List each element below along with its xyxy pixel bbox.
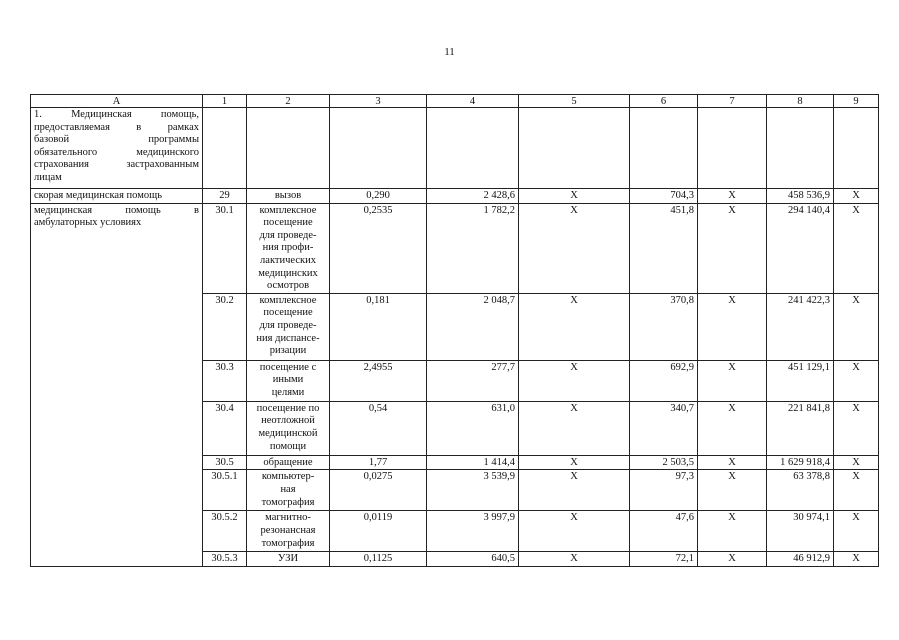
cell-v4: 2 048,7: [427, 293, 519, 360]
cell-v7: Х: [698, 203, 767, 293]
cell-unit: магнитно- резонансная томография: [247, 511, 330, 552]
cell-v7: Х: [698, 455, 767, 470]
column-header: 1: [203, 95, 247, 108]
cell-v4: 1 414,4: [427, 455, 519, 470]
cell-v7: Х: [698, 552, 767, 567]
column-header: 3: [330, 95, 427, 108]
cell-v9: Х: [834, 360, 879, 401]
cell-code: 30.5.3: [203, 552, 247, 567]
cell-v6: 704,3: [630, 189, 698, 204]
cell-v7: Х: [698, 470, 767, 511]
empty-cell: [247, 108, 330, 189]
cell-v9: Х: [834, 470, 879, 511]
cell-v7: Х: [698, 511, 767, 552]
cell-v8: 221 841,8: [767, 401, 834, 455]
cell-v3: 2,4955: [330, 360, 427, 401]
column-header: 5: [519, 95, 630, 108]
cell-v5: Х: [519, 470, 630, 511]
cell-v4: 2 428,6: [427, 189, 519, 204]
cell-unit: вызов: [247, 189, 330, 204]
cell-v3: 0,2535: [330, 203, 427, 293]
section-row: [31, 108, 879, 189]
cell-v5: Х: [519, 189, 630, 204]
cell-code: 29: [203, 189, 247, 204]
column-header: 6: [630, 95, 698, 108]
cell-v9: Х: [834, 455, 879, 470]
cell-v3: 0,0275: [330, 470, 427, 511]
column-header: 8: [767, 95, 834, 108]
section-label: 1. Медицинская помощь, предоставляемая в рамках базовой программы обязательного медицинского страхования застрахованным лицам: [31, 108, 203, 189]
cell-v6: 340,7: [630, 401, 698, 455]
cell-unit: комплексное посещение для проведе- ния диспансе- ризации: [247, 293, 330, 360]
cell-code: 30.1: [203, 203, 247, 293]
cell-v6: 2 503,5: [630, 455, 698, 470]
cell-v5: Х: [519, 552, 630, 567]
cell-v8: 63 378,8: [767, 470, 834, 511]
cell-v5: Х: [519, 360, 630, 401]
cell-v6: 47,6: [630, 511, 698, 552]
empty-cell: [330, 108, 427, 189]
cell-v6: 692,9: [630, 360, 698, 401]
table-row: [31, 203, 879, 293]
cell-v5: Х: [519, 401, 630, 455]
outpatient-label: медицинская помощь в амбулаторных условиях: [31, 203, 203, 566]
cell-v8: 1 629 918,4: [767, 455, 834, 470]
cell-v9: Х: [834, 203, 879, 293]
ambulance-row: [31, 189, 879, 204]
cell-v8: 241 422,3: [767, 293, 834, 360]
cell-code: 30.5.1: [203, 470, 247, 511]
tariff-table: [30, 94, 879, 567]
cell-code: 30.2: [203, 293, 247, 360]
cell-v4: 3 539,9: [427, 470, 519, 511]
cell-v5: Х: [519, 455, 630, 470]
cell-v9: Х: [834, 552, 879, 567]
cell-v5: Х: [519, 511, 630, 552]
cell-v8: 30 974,1: [767, 511, 834, 552]
cell-v6: 370,8: [630, 293, 698, 360]
column-header: 2: [247, 95, 330, 108]
cell-v3: 0,290: [330, 189, 427, 204]
cell-v4: 631,0: [427, 401, 519, 455]
ambulance-label: скорая медицинская помощь: [31, 189, 203, 204]
cell-v9: Х: [834, 511, 879, 552]
cell-v6: 451,8: [630, 203, 698, 293]
column-header: 9: [834, 95, 879, 108]
cell-code: 30.4: [203, 401, 247, 455]
cell-v3: 1,77: [330, 455, 427, 470]
cell-v4: 3 997,9: [427, 511, 519, 552]
column-header: 7: [698, 95, 767, 108]
cell-v9: Х: [834, 401, 879, 455]
column-header: 4: [427, 95, 519, 108]
cell-v9: Х: [834, 293, 879, 360]
empty-cell: [519, 108, 630, 189]
cell-v9: Х: [834, 189, 879, 204]
page-number: 11: [444, 46, 455, 58]
cell-v8: 458 536,9: [767, 189, 834, 204]
cell-code: 30.5: [203, 455, 247, 470]
cell-v3: 0,1125: [330, 552, 427, 567]
cell-v3: 0,54: [330, 401, 427, 455]
cell-unit: УЗИ: [247, 552, 330, 567]
cell-v8: 46 912,9: [767, 552, 834, 567]
cell-unit: посещение по неотложной медицинской помощи: [247, 401, 330, 455]
cell-v7: Х: [698, 360, 767, 401]
cell-v8: 451 129,1: [767, 360, 834, 401]
cell-v6: 97,3: [630, 470, 698, 511]
cell-v4: 640,5: [427, 552, 519, 567]
empty-cell: [427, 108, 519, 189]
cell-v8: 294 140,4: [767, 203, 834, 293]
empty-cell: [767, 108, 834, 189]
cell-v4: 277,7: [427, 360, 519, 401]
cell-unit: компьютер- ная томография: [247, 470, 330, 511]
cell-v7: Х: [698, 189, 767, 204]
cell-unit: посещение с иными целями: [247, 360, 330, 401]
cell-v6: 72,1: [630, 552, 698, 567]
empty-cell: [630, 108, 698, 189]
cell-v3: 0,181: [330, 293, 427, 360]
cell-v5: Х: [519, 293, 630, 360]
cell-v5: Х: [519, 203, 630, 293]
cell-v7: Х: [698, 293, 767, 360]
empty-cell: [203, 108, 247, 189]
header-row: [31, 95, 879, 108]
cell-v4: 1 782,2: [427, 203, 519, 293]
cell-code: 30.3: [203, 360, 247, 401]
column-header: А: [31, 95, 203, 108]
cell-v3: 0,0119: [330, 511, 427, 552]
cell-code: 30.5.2: [203, 511, 247, 552]
empty-cell: [834, 108, 879, 189]
empty-cell: [698, 108, 767, 189]
cell-unit: обращение: [247, 455, 330, 470]
cell-unit: комплексное посещение для проведе- ния профи- лактических медицинских осмотров: [247, 203, 330, 293]
cell-v7: Х: [698, 401, 767, 455]
